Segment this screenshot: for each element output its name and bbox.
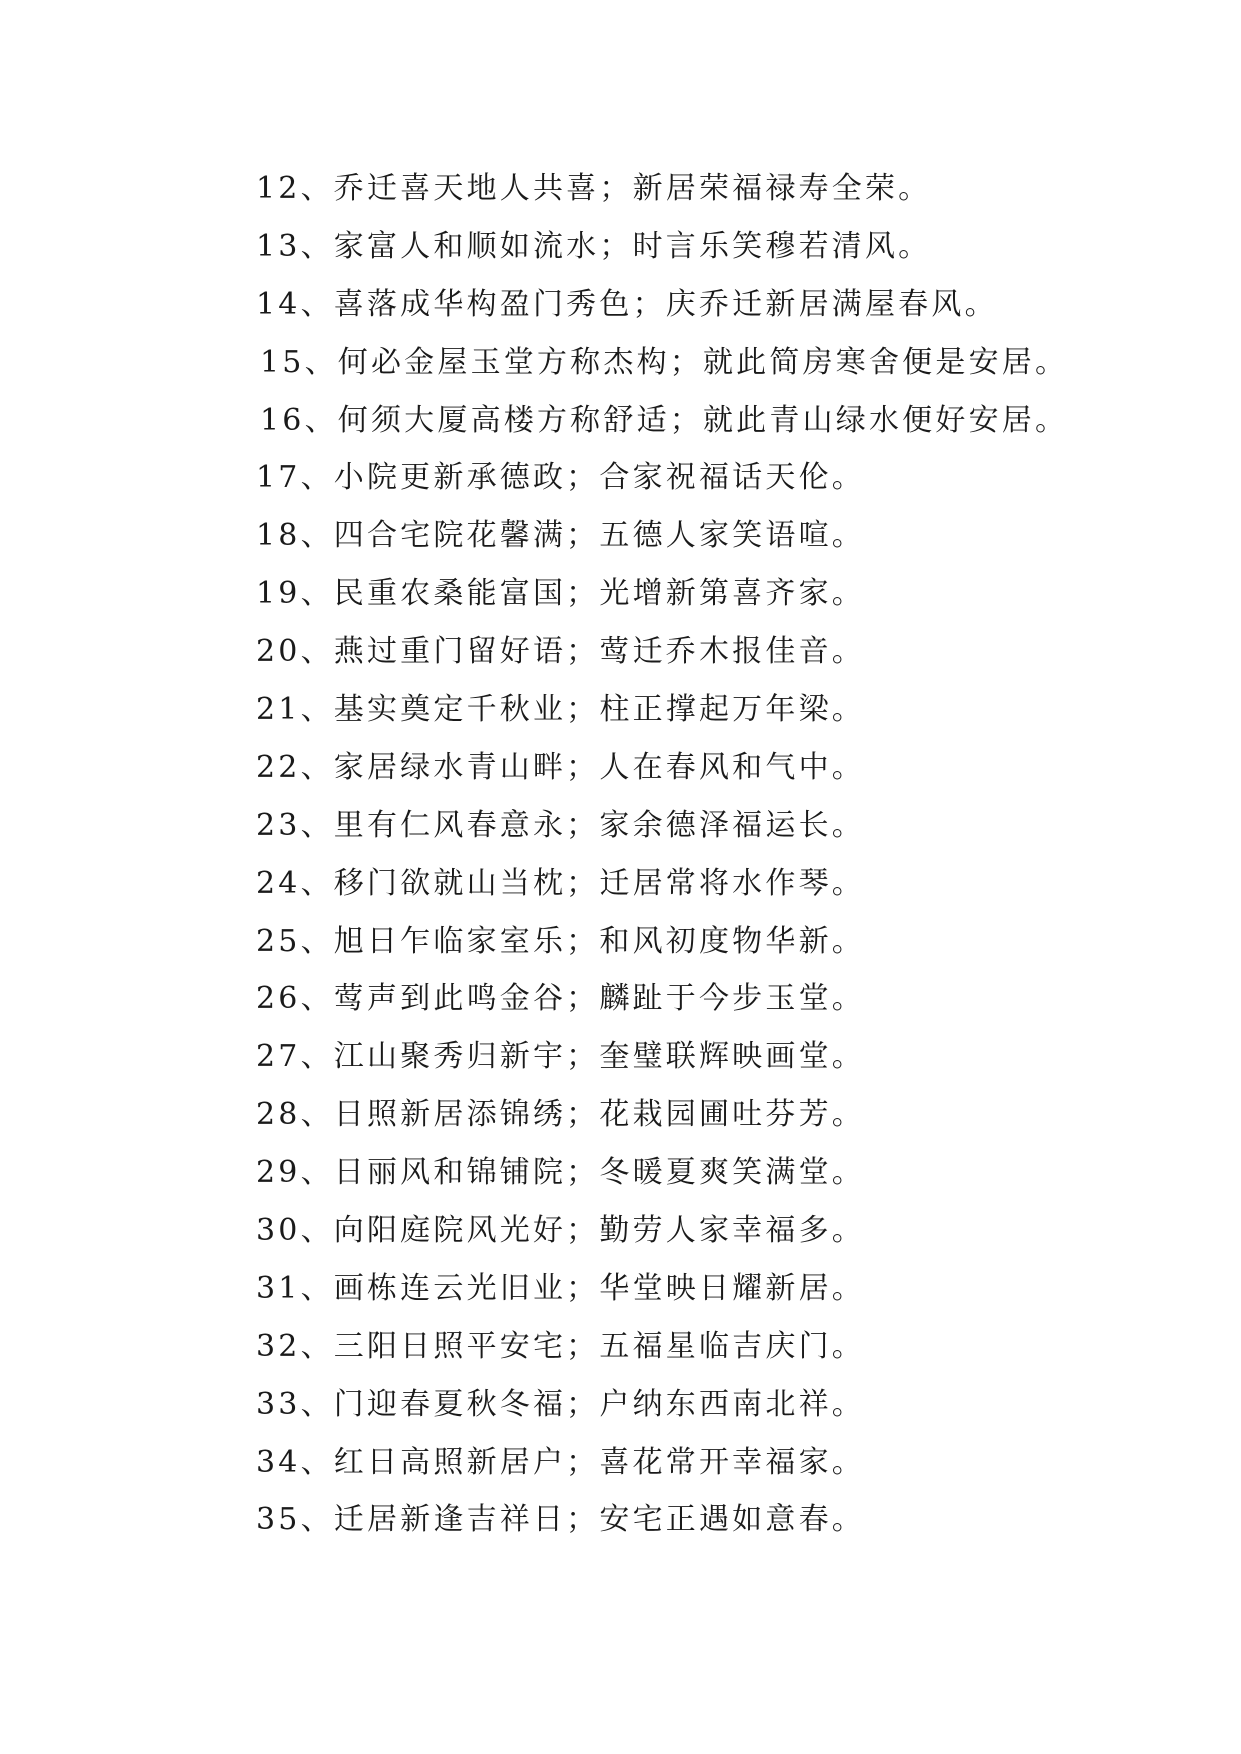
couplet-line-28: 28、日照新居添锦绣；花栽园圃吐芬芳。 <box>256 1097 865 1133</box>
couplet-line-35: 35、迁居新逢吉祥日；安宅正遇如意春。 <box>256 1502 865 1538</box>
couplet-line-24: 24、移门欲就山当枕；迁居常将水作琴。 <box>256 865 865 901</box>
couplet-line-32: 32、三阳日照平安宅；五福星临吉庆门。 <box>256 1328 865 1364</box>
couplet-line-19: 19、民重农桑能富国；光增新第喜齐家。 <box>256 576 865 612</box>
couplet-line-34: 34、红日高照新居户；喜花常开幸福家。 <box>256 1444 865 1480</box>
couplet-line-23: 23、里有仁风春意永；家余德泽福运长。 <box>256 807 865 843</box>
couplet-line-31: 31、画栋连云光旧业；华堂映日耀新居。 <box>256 1270 865 1306</box>
couplet-line-12: 12、乔迁喜天地人共喜；新居荣福禄寿全荣。 <box>256 171 932 206</box>
couplet-line-21: 21、基实奠定千秋业；柱正撑起万年梁。 <box>256 692 865 728</box>
couplet-line-13: 13、家富人和顺如流水；时言乐笑穆若清风。 <box>256 228 932 264</box>
couplet-line-30: 30、向阳庭院风光好；勤劳人家幸福多。 <box>256 1213 865 1249</box>
couplet-line-15: 15、何必金屋玉堂方称杰构；就此简房寒舍便是安居。 <box>260 344 1069 380</box>
couplet-line-27: 27、江山聚秀归新宇；奎璧联辉映画堂。 <box>256 1039 865 1075</box>
couplet-line-25: 25、旭日乍临家室乐；和风初度物华新。 <box>256 923 865 959</box>
couplet-line-17: 17、小院更新承德政；合家祝福话天伦。 <box>256 460 865 496</box>
couplet-line-16: 16、何须大厦高楼方称舒适；就此青山绿水便好安居。 <box>260 402 1069 438</box>
couplet-line-29: 29、日丽风和锦铺院；冬暖夏爽笑满堂。 <box>256 1155 865 1191</box>
couplet-line-26: 26、莺声到此鸣金谷；麟趾于今步玉堂。 <box>256 981 865 1017</box>
couplet-line-20: 20、燕过重门留好语；莺迁乔木报佳音。 <box>256 634 865 670</box>
couplet-line-18: 18、四合宅院花馨满；五德人家笑语喧。 <box>256 518 865 554</box>
couplet-list <box>256 160 1156 1549</box>
couplet-line-33: 33、门迎春夏秋冬福；户纳东西南北祥。 <box>256 1386 865 1422</box>
couplet-line-14: 14、喜落成华构盈门秀色；庆乔迁新居满屋春风。 <box>256 286 998 322</box>
couplet-line-22: 22、家居绿水青山畔；人在春风和气中。 <box>256 749 865 785</box>
